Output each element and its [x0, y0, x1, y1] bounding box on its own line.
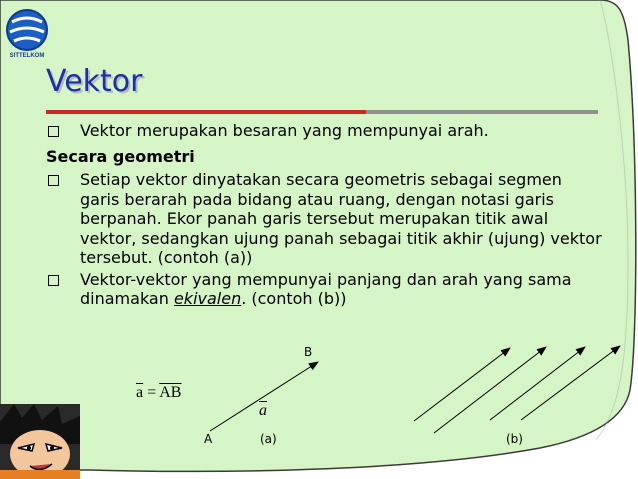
vector-formula: [136, 384, 181, 402]
equivalent-vector-4: [521, 346, 620, 420]
equivalent-vector-3: [490, 347, 585, 420]
formula-rhs: $\overline{AB}$: [159, 384, 182, 401]
slide-title: Vektor: [46, 64, 143, 99]
vector-symbol: [259, 402, 267, 420]
point-a-label: A: [204, 432, 213, 446]
section-heading: Secara geometri: [46, 146, 195, 166]
point-b-label: B: [304, 345, 313, 359]
bullet-text: Setiap vektor dinyatakan secara geometris sebagai segmen garis berarah pada bidang atau ruang, dengan notasi garis berpanah. Ekor panah garis tersebut merupakan titik awal vektor, sedangkan ujung panah sebagai titik akhir (ujung) vektor tersebut. (contoh (a)): [80, 170, 602, 267]
formula-lhs: $\overline{a}$: [136, 384, 144, 401]
vector-ab-arrow: [210, 362, 318, 431]
equivalent-vector-1: [414, 348, 510, 421]
bullet-text-post: . (contoh (b)): [241, 289, 347, 308]
bullet-text: Vektor merupakan besaran yang mempunyai arah.: [80, 121, 489, 140]
cartoon-character-image: [0, 404, 80, 479]
term-ekivalen: ekivalen: [173, 289, 242, 308]
caption-a: (a): [260, 432, 277, 446]
caption-b: (b): [506, 432, 523, 446]
vector-symbol-text: $\overline{a}$: [259, 402, 267, 419]
formula-eq: =: [143, 384, 160, 401]
logo-text: SITTELKOM: [9, 53, 45, 59]
bullet-text-pre: Vektor-vektor yang mempunyai panjang dan arah yang sama dinamakan: [80, 269, 572, 308]
